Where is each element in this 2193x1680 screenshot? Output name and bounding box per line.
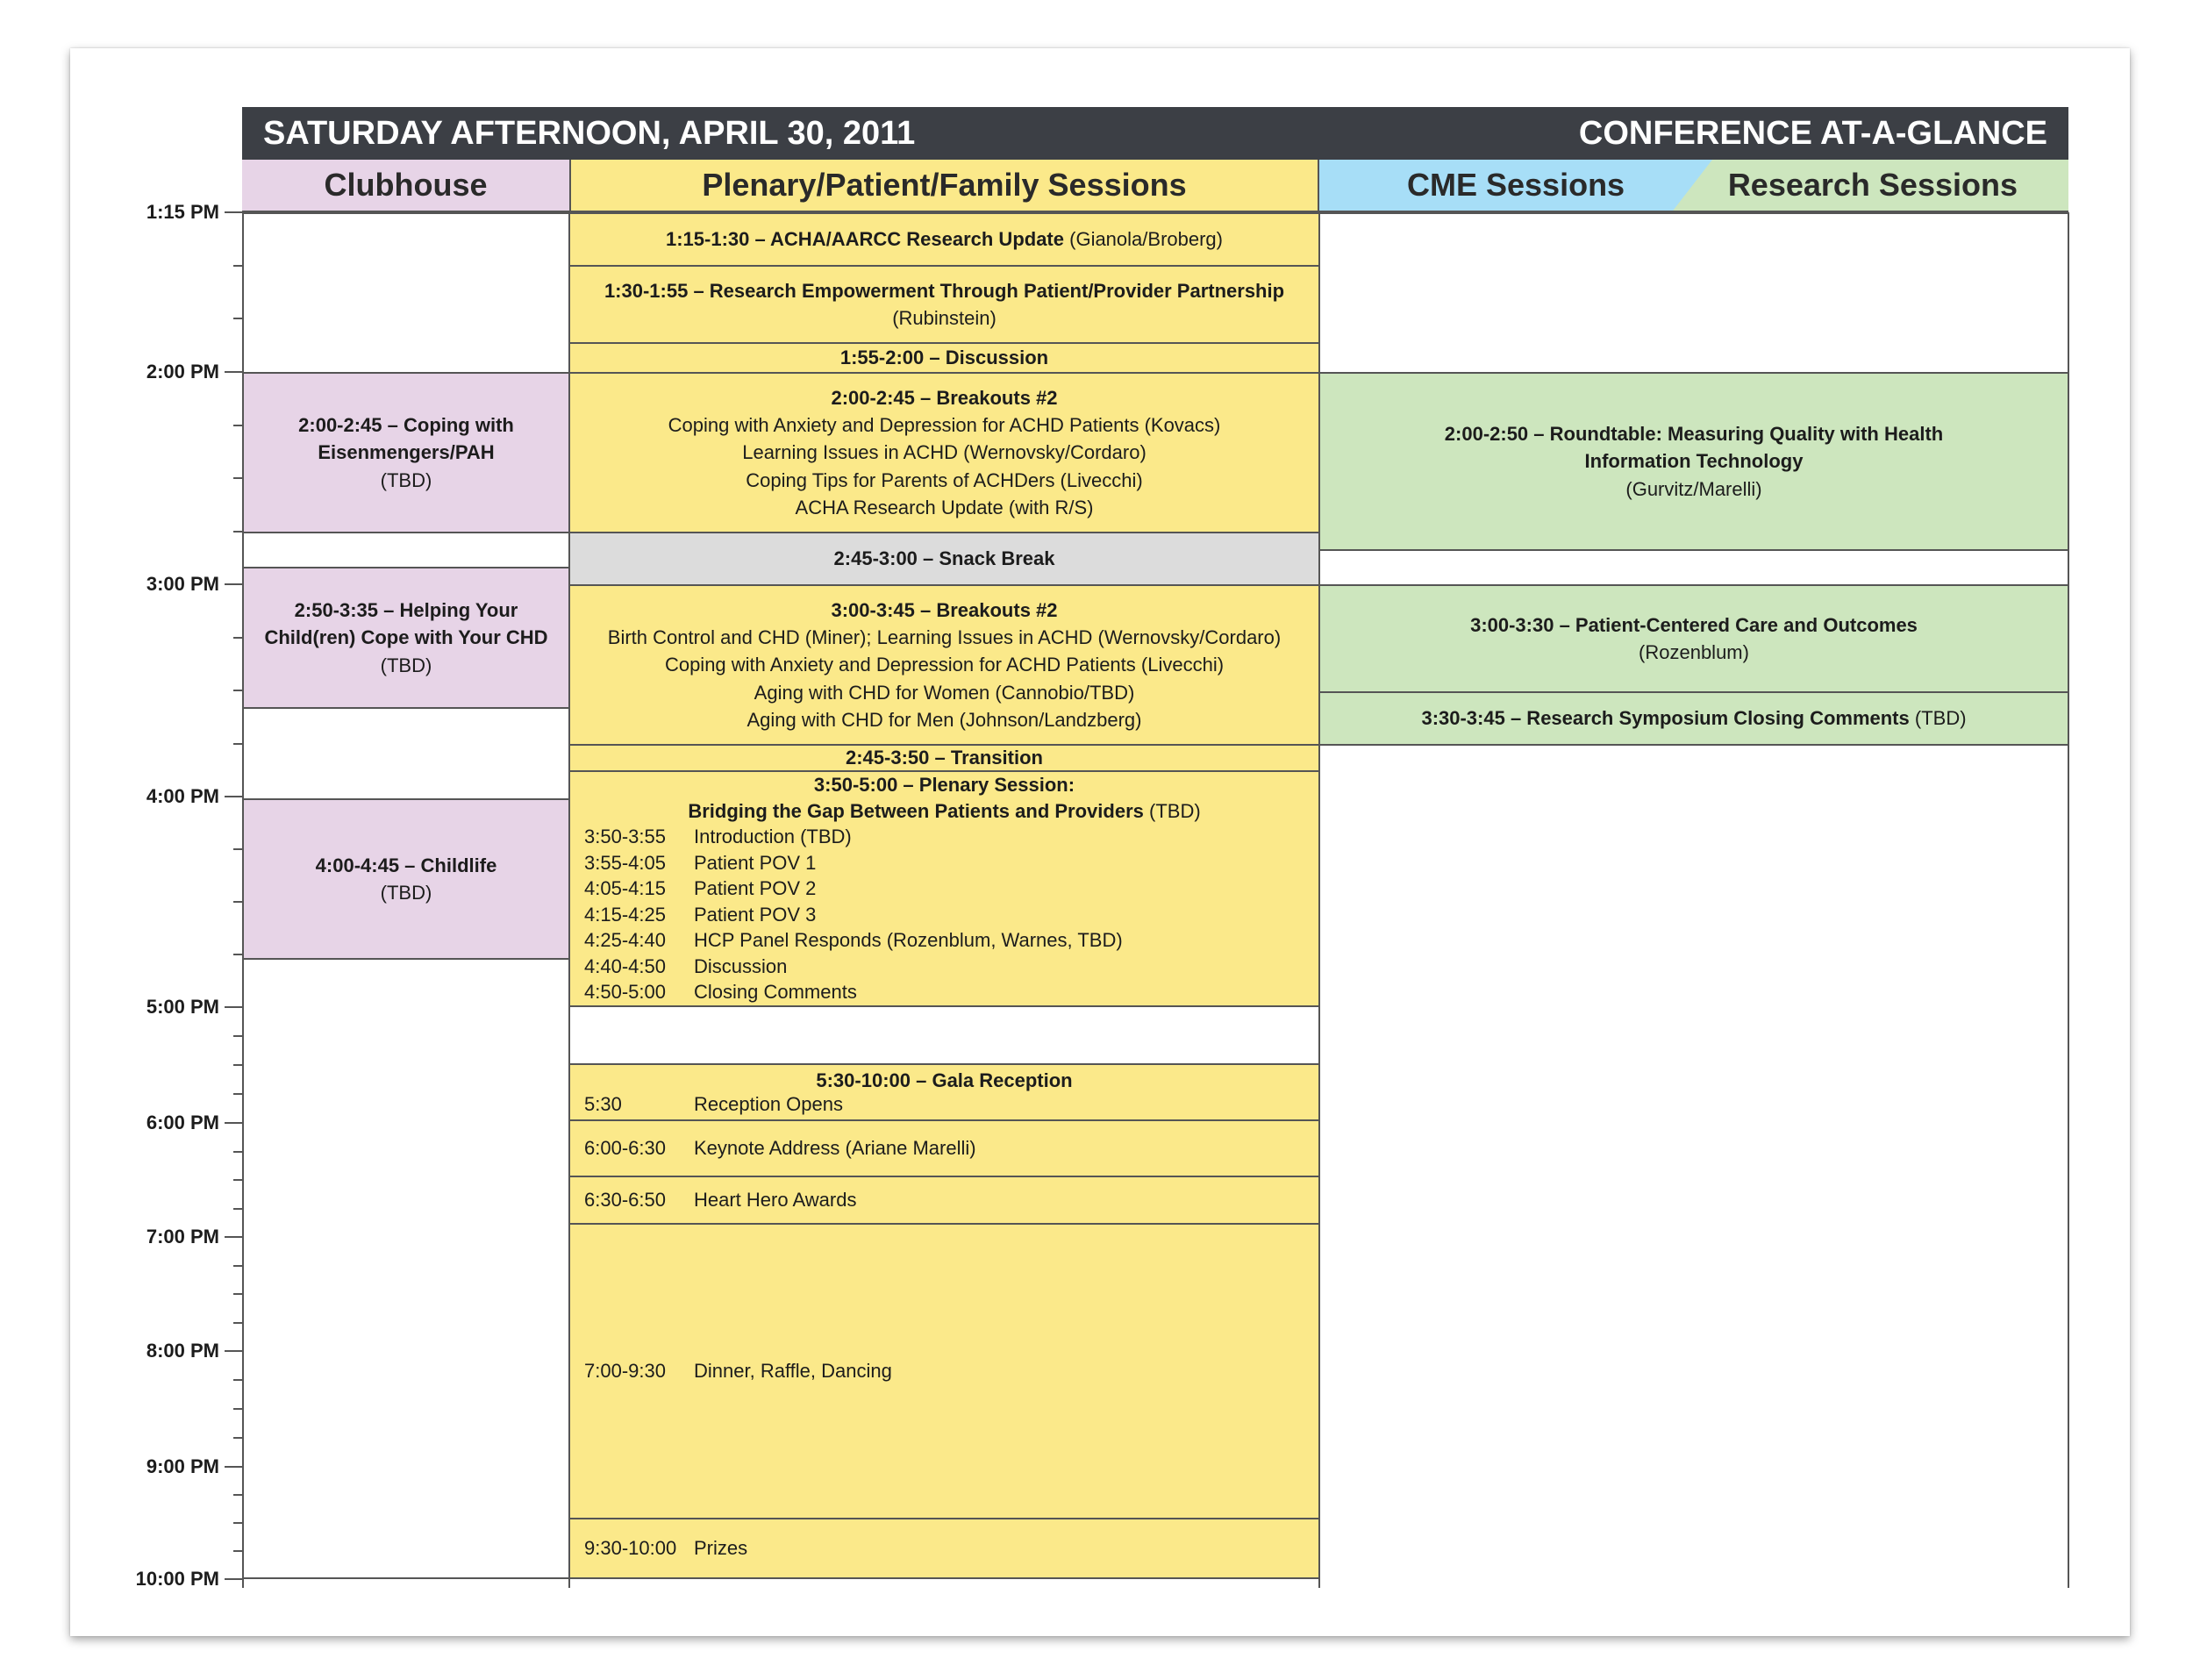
- schedule-header-bar: [242, 107, 2068, 160]
- gala-reception-header: [568, 1063, 1320, 1121]
- research-roundtable: [1318, 372, 2069, 551]
- time-tick-major: [225, 796, 242, 797]
- agenda-time: 6:00-6:30: [584, 1137, 666, 1160]
- time-tick-minor: [233, 1379, 242, 1381]
- session-title: 1:55-2:00 – Discussion: [839, 347, 1049, 369]
- session-title: 2:00-2:45 – Coping with Eisenmengers/PAH: [298, 414, 514, 464]
- plenary-empty-slot: [568, 1005, 1320, 1065]
- session-title: 3:00-3:45 – Breakouts #2: [831, 598, 1058, 621]
- session-title: 2:00-2:45 – Breakouts #2: [831, 386, 1058, 409]
- session-title: 2:00-2:50 – Roundtable: Measuring Quality with Health Information Technology: [1444, 423, 1944, 473]
- column-header-research: Research Sessions: [1727, 167, 2018, 203]
- plenary-session-bridging-gap: [568, 770, 1320, 1007]
- time-label: 1:15 PM: [146, 201, 219, 223]
- agenda-text: Heart Hero Awards: [694, 1189, 857, 1212]
- time-tick-minor: [233, 1408, 242, 1410]
- session-speaker: (TBD): [380, 882, 432, 904]
- time-tick-minor: [233, 848, 242, 850]
- time-label: 8:00 PM: [146, 1340, 219, 1362]
- column-header-cme: CME Sessions: [1407, 167, 1625, 203]
- time-tick-major: [225, 211, 242, 213]
- clubhouse-bottom-rule: [242, 1577, 570, 1579]
- agenda-row: [584, 902, 1304, 927]
- plenary-snack-break: [568, 532, 1320, 586]
- time-tick-minor: [233, 1035, 242, 1037]
- session-title: 2:50-3:35 – Helping Your Child(ren) Cope with Your CHD: [264, 599, 548, 649]
- time-tick-minor: [233, 531, 242, 533]
- time-tick-minor: [233, 1437, 242, 1439]
- time-label: 3:00 PM: [146, 573, 219, 595]
- agenda-row: [584, 850, 1304, 876]
- agenda-text: Dinner, Raffle, Dancing: [694, 1360, 892, 1383]
- time-tick-minor: [233, 1064, 242, 1066]
- research-empty-slot: [1318, 549, 2069, 586]
- agenda-row: [584, 824, 1304, 849]
- session-speaker: (TBD): [1914, 707, 1967, 730]
- research-closing-comments: [1318, 691, 2069, 746]
- session-title: 2:45-3:50 – Transition: [846, 747, 1043, 769]
- time-label: 4:00 PM: [146, 785, 219, 807]
- time-label: 9:00 PM: [146, 1455, 219, 1477]
- research-empty-slot: [1318, 212, 2069, 374]
- time-tick-minor: [233, 425, 242, 426]
- session-speaker: (Rubinstein): [892, 307, 996, 329]
- time-label: 7:00 PM: [146, 1226, 219, 1247]
- session-speaker: (Gurvitz/Marelli): [1625, 477, 1762, 500]
- gala-dinner: [568, 1223, 1320, 1519]
- time-tick-minor: [233, 477, 242, 479]
- plenary-discussion: [568, 342, 1320, 374]
- time-label: 6:00 PM: [146, 1112, 219, 1133]
- time-tick-minor: [233, 690, 242, 691]
- session-title: 5:30-10:00 – Gala Reception: [816, 1069, 1073, 1091]
- agenda-time: 4:25-4:40: [584, 929, 666, 952]
- agenda-time: 4:15-4:25: [584, 903, 666, 926]
- breakout-item: Coping with Anxiety and Depression for ACHD Patients (Livecchi): [664, 654, 1225, 676]
- session-title: 3:00-3:30 – Patient-Centered Care and Outcomes: [1470, 613, 1918, 636]
- time-tick-minor: [233, 1322, 242, 1324]
- gala-awards: [568, 1176, 1320, 1225]
- session-speaker: (TBD): [380, 654, 432, 676]
- time-tick-minor: [233, 1494, 242, 1496]
- session-title: 1:30-1:55 – Research Empowerment Through Patient/Provider Partnership: [604, 279, 1285, 302]
- time-tick-major: [225, 1006, 242, 1008]
- time-tick-minor: [233, 1550, 242, 1552]
- time-tick-major: [225, 1236, 242, 1238]
- agenda-time: 9:30-10:00: [584, 1537, 677, 1560]
- clubhouse-session-childlife: [242, 798, 570, 960]
- session-speaker: (Gianola/Broberg): [1069, 228, 1223, 251]
- agenda-text: Closing Comments: [694, 981, 857, 1004]
- agenda-text: Patient POV 2: [694, 877, 817, 900]
- time-tick-major: [225, 1578, 242, 1580]
- time-tick-minor: [233, 901, 242, 903]
- agenda-time: 6:30-6:50: [584, 1189, 666, 1212]
- session-title: 1:15-1:30 – ACHA/AARCC Research Update: [666, 228, 1064, 251]
- column-header-clubhouse: Clubhouse: [242, 160, 569, 212]
- time-label: 10:00 PM: [135, 1568, 219, 1590]
- agenda-time: 4:05-4:15: [584, 877, 666, 900]
- time-tick-minor: [233, 318, 242, 319]
- session-speaker: (TBD): [1149, 799, 1201, 822]
- agenda-text: Patient POV 3: [694, 903, 817, 926]
- time-tick-minor: [233, 1179, 242, 1181]
- plenary-transition: [568, 744, 1320, 772]
- time-label: 5:00 PM: [146, 996, 219, 1018]
- session-title: 2:45-3:00 – Snack Break: [833, 547, 1055, 570]
- agenda-time: 4:40-4:50: [584, 954, 666, 977]
- agenda-text: Prizes: [694, 1537, 748, 1560]
- agenda-row: [584, 1092, 1304, 1117]
- time-label: 2:00 PM: [146, 361, 219, 382]
- time-tick-minor: [233, 743, 242, 745]
- time-tick-minor: [233, 954, 242, 955]
- agenda-time: 5:30: [584, 1093, 622, 1115]
- clubhouse-empty-slot: [242, 212, 570, 374]
- agenda-text: Introduction (TBD): [694, 826, 852, 848]
- time-tick-minor: [233, 637, 242, 639]
- session-title: 3:50-5:00 – Plenary Session:: [813, 774, 1075, 797]
- column-header-cme-research: [1319, 160, 2068, 212]
- agenda-time: 3:50-3:55: [584, 826, 666, 848]
- research-patient-centered-care: [1318, 584, 2069, 693]
- time-tick-major: [225, 583, 242, 585]
- breakout-item: Aging with CHD for Women (Cannobio/TBD): [754, 681, 1135, 704]
- time-tick-minor: [233, 1265, 242, 1267]
- agenda-row: [584, 954, 1304, 979]
- breakout-item: Learning Issues in ACHD (Wernovsky/Cordaro): [742, 441, 1147, 464]
- breakout-item: Aging with CHD for Men (Johnson/Landzberg): [746, 708, 1142, 731]
- schedule-section-title: CONFERENCE AT-A-GLANCE: [1578, 114, 2047, 152]
- session-subtitle: Bridging the Gap Between Patients and Providers: [688, 799, 1144, 822]
- agenda-time: 3:55-4:05: [584, 851, 666, 874]
- column-header-plenary: Plenary/Patient/Family Sessions: [569, 160, 1319, 212]
- session-title: 3:30-3:45 – Research Symposium Closing Comments: [1421, 707, 1910, 730]
- time-tick-minor: [233, 1208, 242, 1210]
- plenary-research-empowerment: [568, 265, 1320, 344]
- time-tick-minor: [233, 1522, 242, 1524]
- agenda-row: [584, 876, 1304, 901]
- clubhouse-empty-slot: [242, 707, 570, 800]
- agenda-text: HCP Panel Responds (Rozenblum, Warnes, TBD): [694, 929, 1123, 952]
- agenda-row: [584, 1134, 1318, 1162]
- agenda-row: [584, 979, 1304, 1004]
- gala-keynote: [568, 1119, 1320, 1177]
- agenda-row: [584, 927, 1304, 953]
- agenda-text: Discussion: [694, 954, 788, 977]
- session-speaker: (TBD): [380, 468, 432, 491]
- clubhouse-session-eisenmengers: [242, 372, 570, 533]
- session-title: 4:00-4:45 – Childlife: [315, 854, 497, 876]
- plenary-research-update: [568, 212, 1320, 267]
- time-tick-major: [225, 1466, 242, 1468]
- clubhouse-session-helping-children: [242, 567, 570, 709]
- agenda-text: Reception Opens: [694, 1093, 843, 1115]
- time-tick-minor: [233, 1093, 242, 1095]
- plenary-breakouts-2: [568, 584, 1320, 746]
- breakout-item: Coping Tips for Parents of ACHDers (Livecchi): [746, 468, 1143, 491]
- agenda-row: [584, 1186, 1318, 1213]
- breakout-item: Coping with Anxiety and Depression for ACHD Patients (Kovacs): [668, 414, 1221, 437]
- agenda-row: [584, 1534, 1318, 1562]
- time-tick-minor: [233, 1293, 242, 1295]
- agenda-row: [584, 1357, 1318, 1384]
- time-tick-major: [225, 1122, 242, 1124]
- time-tick-minor: [233, 1151, 242, 1153]
- agenda-time: 7:00-9:30: [584, 1360, 666, 1383]
- breakout-item: ACHA Research Update (with R/S): [795, 496, 1094, 518]
- gala-prizes: [568, 1518, 1320, 1579]
- agenda-time: 4:50-5:00: [584, 981, 666, 1004]
- session-speaker: (Rozenblum): [1639, 641, 1749, 663]
- schedule-day-title: SATURDAY AFTERNOON, APRIL 30, 2011: [263, 114, 916, 152]
- agenda-text: Keynote Address (Ariane Marelli): [694, 1137, 976, 1160]
- time-tick-major: [225, 1350, 242, 1352]
- time-tick-major: [225, 371, 242, 373]
- agenda-text: Patient POV 1: [694, 851, 817, 874]
- plenary-breakouts-1: [568, 372, 1320, 533]
- clubhouse-empty-slot: [242, 532, 570, 568]
- breakout-item: Birth Control and CHD (Miner); Learning Issues in ACHD (Wernovsky/Cordaro): [607, 626, 1282, 649]
- time-tick-minor: [233, 265, 242, 267]
